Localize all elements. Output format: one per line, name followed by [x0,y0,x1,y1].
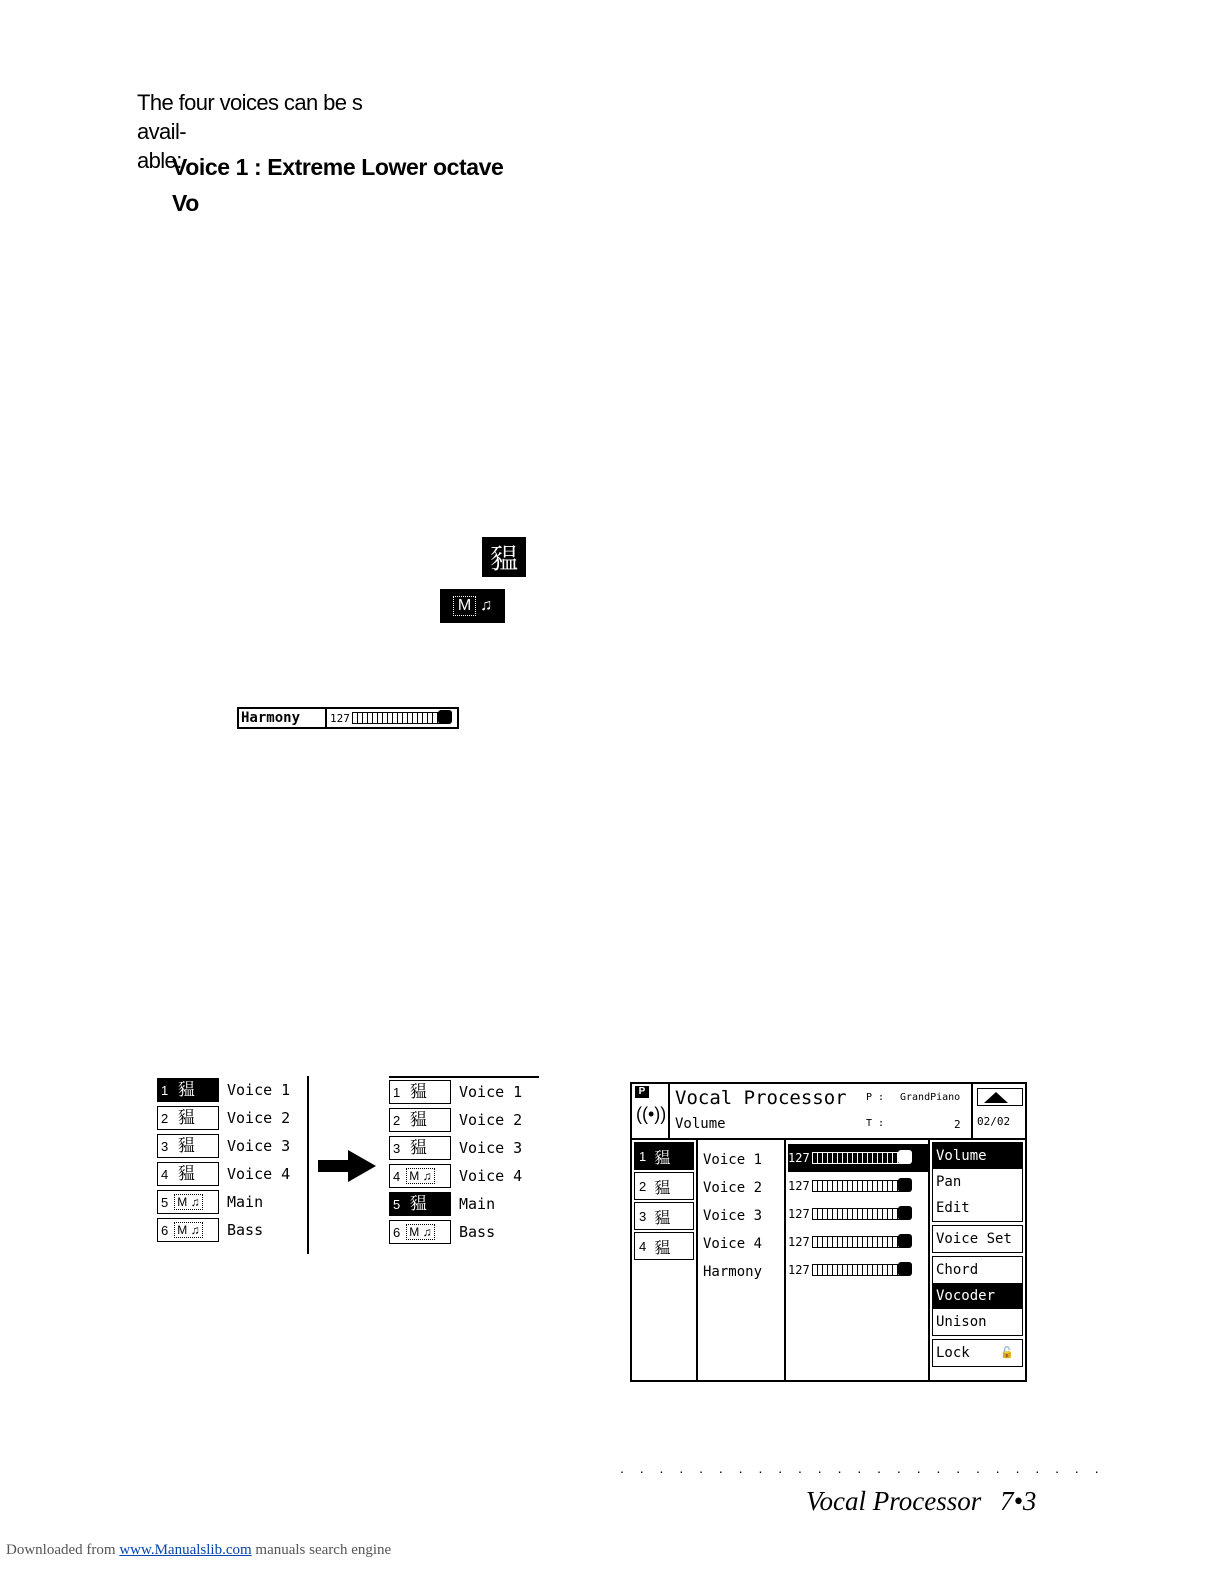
header-badge-area [632,1084,670,1138]
midi-track-icon [440,589,505,623]
volume-knob[interactable] [898,1262,912,1276]
midi-track-icon: M ♫ [174,1194,202,1210]
track-row[interactable] [157,1104,307,1132]
header-title-area [670,1084,973,1138]
menu-item-vocoder[interactable]: Vocoder [933,1283,1022,1309]
screen-track-num: 3 [639,1208,647,1224]
download-prefix: Downloaded from [6,1542,120,1558]
harmony-strip [237,707,459,729]
track-number-column [632,1140,698,1380]
voice-track-icon: 豱 [177,1108,195,1127]
midi-track-icon: M ♫ [406,1224,434,1240]
arrow-right-icon [318,1150,376,1182]
track-label: Voice 1 [227,1081,291,1099]
voice-track-icon: 豱 [409,1138,427,1157]
track-row[interactable] [389,1134,539,1162]
track-number: 6 [393,1224,401,1240]
harmony-strip-label: Harmony [239,709,327,727]
track-row[interactable] [157,1160,307,1188]
track-label-column [698,1140,786,1380]
track-label: Voice 1 [459,1083,523,1101]
screen-track-number[interactable] [634,1172,694,1200]
track-number-box[interactable] [157,1162,219,1186]
track-number: 6 [161,1222,169,1238]
track-volume-column [786,1140,928,1380]
track-label: Bass [227,1221,264,1239]
track-row[interactable] [389,1162,539,1190]
p-badge: P [635,1086,649,1098]
volume-slider[interactable] [812,1264,908,1276]
track-number-box[interactable] [157,1218,219,1242]
screen-subtitle: Volume [675,1116,726,1132]
volume-value: 127 [788,1235,810,1249]
screen-track-label: Voice 1 [703,1152,763,1168]
menu-top-group [932,1142,1023,1222]
track-number-box[interactable] [389,1192,451,1216]
screen-track-number[interactable] [634,1202,694,1230]
voice-track-icon: 豱 [409,1194,427,1213]
track-number-box[interactable] [389,1080,451,1104]
track-label: Voice 2 [459,1111,523,1129]
track-list-after [389,1076,539,1256]
menu-item-unison[interactable]: Unison [936,1314,987,1330]
track-row[interactable] [389,1106,539,1134]
harmony-strip-slider[interactable] [352,712,448,724]
track-number: 5 [393,1196,401,1212]
track-number-box[interactable] [389,1220,451,1244]
midi-track-notes: ♫ [480,597,493,614]
voice-track-icon: 豱 [177,1136,195,1155]
page-indicator: 02/02 [977,1115,1011,1128]
volume-value: 127 [788,1207,810,1221]
manualslib-link[interactable]: www.Manualslib.com [119,1542,252,1558]
track-label: Main [459,1195,496,1213]
volume-value: 127 [788,1263,810,1277]
volume-slider[interactable] [812,1236,908,1248]
download-suffix: manuals search engine [251,1542,392,1558]
voice-track-icon: 豱 [654,1179,671,1197]
menu-item-chord[interactable]: Chord [936,1262,979,1278]
track-label: Bass [459,1223,496,1241]
footer-page-label [806,1486,1036,1517]
volume-slider-row[interactable] [788,1228,928,1256]
menu-item-volume[interactable]: Volume [933,1143,1022,1169]
lock-button[interactable] [932,1339,1023,1367]
harmony-strip-value: 127 [330,711,350,725]
p-value: GrandPiano [900,1092,961,1103]
voice-track-icon: 豱 [177,1164,195,1183]
intro-text-c: able: [137,148,182,173]
volume-slider-row[interactable] [788,1256,928,1284]
track-label: Voice 4 [227,1165,291,1183]
footer-section: Vocal Processor [806,1486,982,1516]
download-note [6,1542,391,1559]
volume-slider-row[interactable] [788,1144,928,1172]
t-value: 2 [954,1118,961,1131]
menu-item-edit[interactable]: Edit [936,1200,970,1216]
voice-track-icon: 豱 [409,1110,427,1129]
page-up-icon[interactable] [977,1088,1023,1106]
track-row[interactable] [157,1188,307,1216]
volume-knob[interactable] [898,1150,912,1164]
track-number: 4 [161,1166,169,1182]
voice-track-icon: 豱 [654,1239,671,1257]
voice-track-glyph: 豱 [489,543,518,574]
track-list-before [157,1076,309,1254]
voice-track-icon: 豱 [177,1080,195,1099]
track-label: Voice 2 [227,1109,291,1127]
track-number: 5 [161,1194,169,1210]
track-number-box[interactable] [389,1108,451,1132]
screen-harmony-label: Harmony [703,1264,763,1280]
screen-track-label: Voice 2 [703,1180,763,1196]
volume-slider[interactable] [812,1208,908,1220]
volume-slider-row[interactable] [788,1172,928,1200]
volume-value: 127 [788,1151,810,1165]
track-number-box[interactable] [389,1136,451,1160]
track-label: Voice 3 [227,1137,291,1155]
screen-track-label: Voice 4 [703,1236,763,1252]
midi-track-m: M [453,596,476,616]
screen-title: Vocal Processor [675,1087,847,1109]
track-number: 1 [393,1084,401,1100]
volume-value: 127 [788,1179,810,1193]
track-number-box[interactable] [157,1134,219,1158]
track-label: Voice 4 [459,1167,523,1185]
volume-knob[interactable] [898,1206,912,1220]
page-box[interactable] [973,1084,1025,1138]
screen-track-number[interactable] [634,1142,694,1170]
midi-track-icon: M ♫ [174,1222,202,1238]
voice-track-icon: 豱 [409,1082,427,1101]
screen-track-number[interactable] [634,1232,694,1260]
lock-label: Lock [936,1345,970,1361]
voice-track-icon [482,537,526,577]
midi-track-icon: M ♫ [406,1168,434,1184]
track-number-box[interactable] [157,1106,219,1130]
volume-knob[interactable] [898,1178,912,1192]
voice-track-icon: 豱 [654,1209,671,1227]
vocal-waves-icon: ((•)) [636,1104,667,1124]
track-number-box[interactable] [389,1164,451,1188]
track-row[interactable] [157,1216,307,1244]
track-row[interactable] [389,1190,539,1218]
volume-slider[interactable] [812,1180,908,1192]
menu-item-pan[interactable]: Pan [936,1174,962,1190]
p-label: P : [866,1092,885,1103]
track-number: 1 [161,1082,169,1098]
lock-icon: 🔓 [1000,1346,1014,1359]
voice1-line: Voice 1 : Extreme Lower octave [172,154,504,180]
vocal-processor-screen [630,1082,1027,1382]
screen-track-num: 2 [639,1178,647,1194]
track-label: Voice 3 [459,1139,523,1157]
t-label: T : [866,1118,885,1129]
track-number: 2 [161,1110,169,1126]
footer-page: 7•3 [999,1486,1037,1516]
track-label: Main [227,1193,264,1211]
intro-text-b: avail- [137,119,186,144]
screen-track-num: 1 [639,1148,647,1164]
track-number-box[interactable] [157,1190,219,1214]
track-number: 4 [393,1168,401,1184]
track-number-box[interactable] [157,1078,219,1102]
screen-track-label: Voice 3 [703,1208,763,1224]
track-number: 2 [393,1112,401,1128]
volume-slider-row[interactable] [788,1200,928,1228]
screen-track-num: 4 [639,1238,647,1254]
track-row[interactable] [157,1076,307,1104]
voice-track-icon: 豱 [654,1149,671,1167]
harmony-strip-knob[interactable] [438,710,452,724]
footer-dots: . . . . . . . . . . . . . . . . . . . . . . . . . [620,1460,1105,1476]
volume-knob[interactable] [898,1234,912,1248]
volume-slider[interactable] [812,1152,908,1164]
track-number: 3 [161,1138,169,1154]
track-number: 3 [393,1140,401,1156]
voice2-line-partial: Vo [172,190,199,216]
track-row[interactable] [389,1218,539,1246]
track-row[interactable] [389,1078,539,1106]
intro-text-a: The four voices can be s [137,90,363,115]
voice-set-button[interactable]: Voice Set [932,1225,1023,1253]
track-row[interactable] [157,1132,307,1160]
side-menu [928,1140,1025,1380]
menu-mode-group [932,1256,1023,1336]
